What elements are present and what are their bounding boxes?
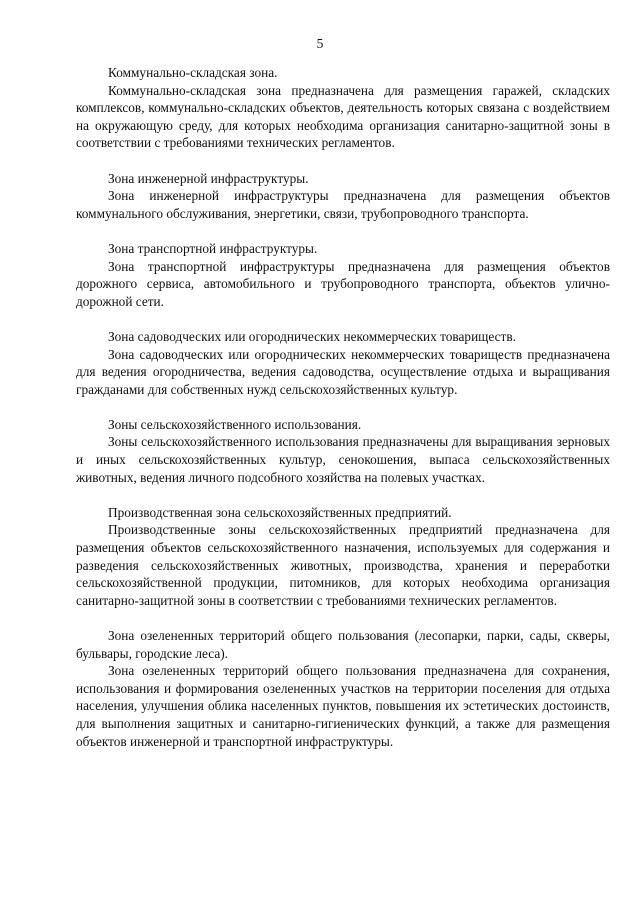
section-engineering-infrastructure-zone (76, 170, 610, 223)
document-body (76, 64, 610, 750)
section-gardening-partnerships-zone (76, 328, 610, 398)
section-agricultural-use-zones (76, 416, 610, 486)
page-number: 5 (316, 36, 324, 51)
section-heading: Коммунально-складская зона. (108, 65, 278, 80)
section-heading: Зона инженерной инфраструктуры. (108, 170, 309, 186)
section-paragraph: Зоны сельскохозяйственного использования предназначены для выращивания зерновых и иных сельскохозяйственных культур, сенокошения, выпаса сельскохозяйственных животных, ведения личного подсобного хозяйства на полевых участках. (76, 434, 610, 485)
section-heading: Зона садоводческих или огороднических некоммерческих товариществ. (108, 328, 516, 344)
section-heading: Зона транспортной инфраструктуры. (108, 240, 318, 256)
section-paragraph: Зона инженерной инфраструктуры предназначена для размещения объектов коммунального обслуживания, энергетики, связи, трубопроводного транспорта. (76, 188, 610, 221)
section-transport-infrastructure-zone (76, 240, 610, 310)
section-heading: Производственная зона сельскохозяйственных предприятий. (108, 504, 452, 520)
section-paragraph: Производственные зоны сельскохозяйственных предприятий предназначена для размещения объектов сельскохозяйственного назначения, используемых для содержания и разведения сельскохозяйственных животных, производства, хранения и переработки сельскохозяйственной продукции, питомников, для которых необходима организация санитарно-защитной зоны в соответствии с требованиями технических регламентов. (76, 522, 610, 608)
section-paragraph: Коммунально-складская зона предназначена для размещения гаражей, складских комплексов, коммунально-складских объектов, деятельность которых связана с воздействием на окружающую среду, для которых необходима организация санитарно-защитной зоны в соответствии с требованиями технических регламентов. (76, 82, 610, 151)
section-paragraph: Зона транспортной инфраструктуры предназначена для размещения объектов дорожного сервиса, автомобильного и трубопроводного транспорта, объектов улично-дорожной сети. (76, 258, 610, 309)
section-agricultural-production-zone (76, 504, 610, 610)
section-paragraph: Зона озелененных территорий общего пользования предназначена для сохранения, использования и формирования озелененных участков на территории поселения для отдыха населения, улучшения облика населенных пунктов, повышения их эстетических достоинств, для выполнения защитных и санитарно-гигиенических функций, а также для размещения объектов инженерной и транспортной инфраструктуры. (76, 663, 610, 749)
section-heading: Зоны сельскохозяйственного использования. (108, 416, 362, 432)
section-communal-warehouse-zone (76, 64, 610, 152)
section-paragraph: Зона садоводческих или огороднических некоммерческих товариществ предназначена для ведения огородничества, ведения садоводства, осуществление отдыха и выращивания гражданами для собственных нужд сельскохозяйственных культур. (76, 346, 610, 397)
section-green-public-areas-zone (76, 627, 610, 750)
section-heading: Зона озелененных территорий общего пользования (лесопарки, парки, сады, скверы, бульвары, городские леса). (76, 628, 610, 661)
